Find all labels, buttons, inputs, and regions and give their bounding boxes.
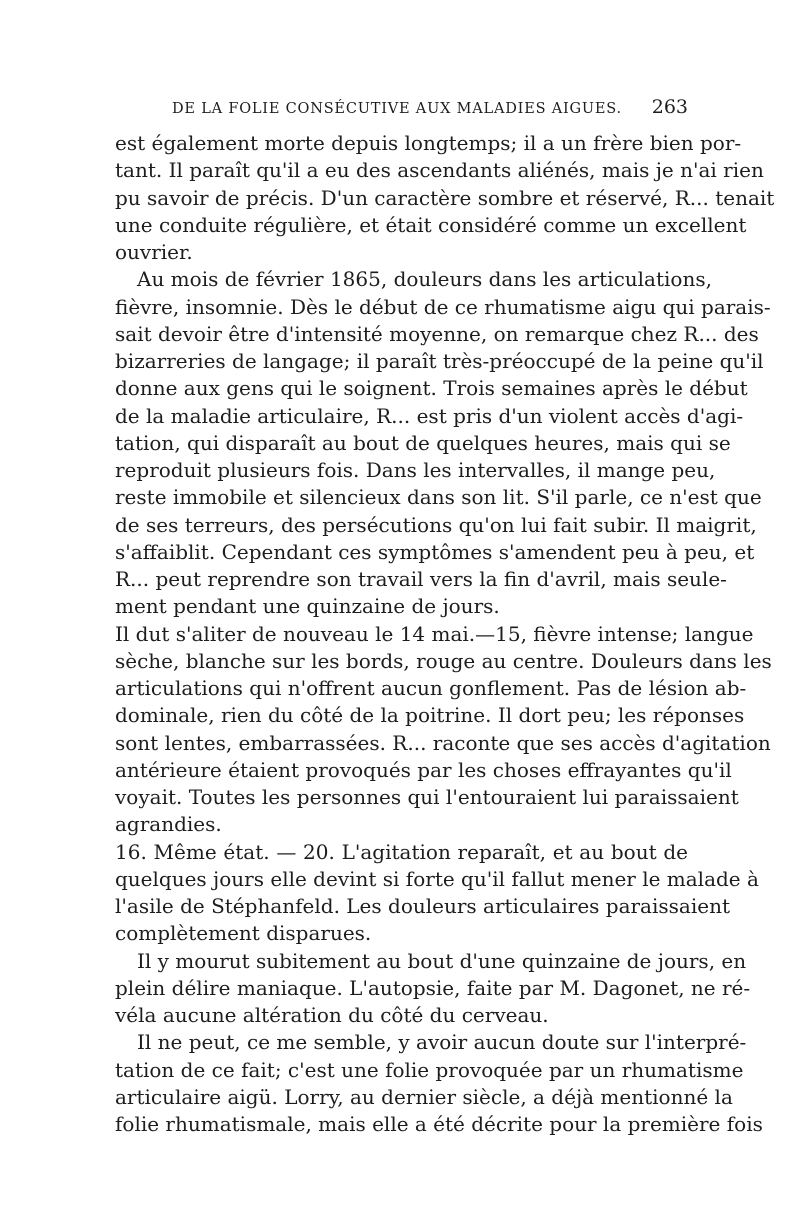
text-line: fièvre, insomnie. Dès le début de ce rhumatisme aigu qui parais- xyxy=(115,294,771,319)
text-line: agrandies. xyxy=(115,812,222,837)
text-line: tant. Il paraît qu'il a eu des ascendants aliénés, mais je n'ai rien xyxy=(115,158,764,183)
text-line: tation de ce fait; c'est une folie provoquée par un rhumatisme xyxy=(115,1057,744,1082)
text-line: ouvrier. xyxy=(115,240,193,264)
text-line: 16. Même état. — 20. L'agitation reparaît, et au bout de xyxy=(115,839,688,864)
text-line: folie rhumatismale, mais elle a été décrite pour la première fois xyxy=(115,1112,763,1136)
running-head xyxy=(172,96,688,126)
text-line: complètement disparues. xyxy=(115,921,372,946)
text-line: de la maladie articulaire, R... est pris d'un violent accès d'agi- xyxy=(115,403,744,428)
running-title: DE LA FOLIE CONSÉCUTIVE AUX MALADIES AIGUES. xyxy=(172,101,622,117)
text-line: véla aucune altération du côté du cerveau. xyxy=(115,1003,549,1027)
text-line: sèche, blanche sur les bords, rouge au centre. Douleurs dans les xyxy=(115,648,772,673)
text-line: Au mois de février 1865, douleurs dans les articulations, xyxy=(137,267,712,292)
text-line: R... peut reprendre son travail vers la fin d'avril, mais seule- xyxy=(115,567,727,591)
text-line: antérieure étaient provoqués par les choses effrayantes qu'il xyxy=(115,757,732,782)
text-line: voyait. Toutes les personnes qui l'entouraient lui paraissaient xyxy=(115,785,739,809)
text-line: articulations qui n'offrent aucun gonflement. Pas de lésion ab- xyxy=(115,676,747,700)
text-line: ment pendant une quinzaine de jours. xyxy=(115,594,500,619)
text-line: sont lentes, embarrassées. R... raconte que ses accès d'agitation xyxy=(115,730,771,755)
text-line: tation, qui disparaît au bout de quelques heures, mais qui se xyxy=(115,430,731,455)
text-line: de ses terreurs, des persécutions qu'on lui fait subir. Il maigrit, xyxy=(115,512,757,537)
text-line: articulaire aigü. Lorry, au dernier siècle, a déjà mentionné la xyxy=(115,1084,733,1109)
text-line: s'affaiblit. Cependant ces symptômes s'amendent peu à peu, et xyxy=(115,539,755,564)
text-line: Il ne peut, ce me semble, y avoir aucun doute sur l'interpré- xyxy=(137,1030,747,1055)
text-line: Il y mourut subitement au bout d'une quinzaine de jours, en xyxy=(137,948,747,973)
text-line: plein délire maniaque. L'autopsie, faite par M. Dagonet, ne ré- xyxy=(115,975,751,1000)
text-line: bizarreries de langage; il paraît très-préoccupé de la peine qu'il xyxy=(115,349,764,373)
text-line: pu savoir de précis. D'un caractère sombre et réservé, R... tenait xyxy=(115,185,775,210)
text-line: une conduite régulière, et était considéré comme un excellent xyxy=(115,212,747,237)
text-line: quelques jours elle devint si forte qu'il fallut mener le malade à xyxy=(115,866,759,891)
text-line: donne aux gens qui le soignent. Trois semaines après le début xyxy=(115,376,748,401)
text-line: dominale, rien du côté de la poitrine. Il dort peu; les réponses xyxy=(115,703,745,728)
text-line: Il dut s'aliter de nouveau le 14 mai.—15, fièvre intense; langue xyxy=(115,621,754,646)
text-line: reste immobile et silencieux dans son lit. S'il parle, ce n'est que xyxy=(115,485,762,510)
text-line: reproduit plusieurs fois. Dans les intervalles, il mange peu, xyxy=(115,458,716,482)
text-line: l'asile de Stéphanfeld. Les douleurs articulaires paraissaient xyxy=(115,894,730,918)
page-number: 263 xyxy=(651,96,688,118)
body-text xyxy=(115,130,775,1138)
text-line: sait devoir être d'intensité moyenne, on remarque chez R... des xyxy=(115,321,759,346)
text-line: est également morte depuis longtemps; il a un frère bien por- xyxy=(115,131,742,155)
